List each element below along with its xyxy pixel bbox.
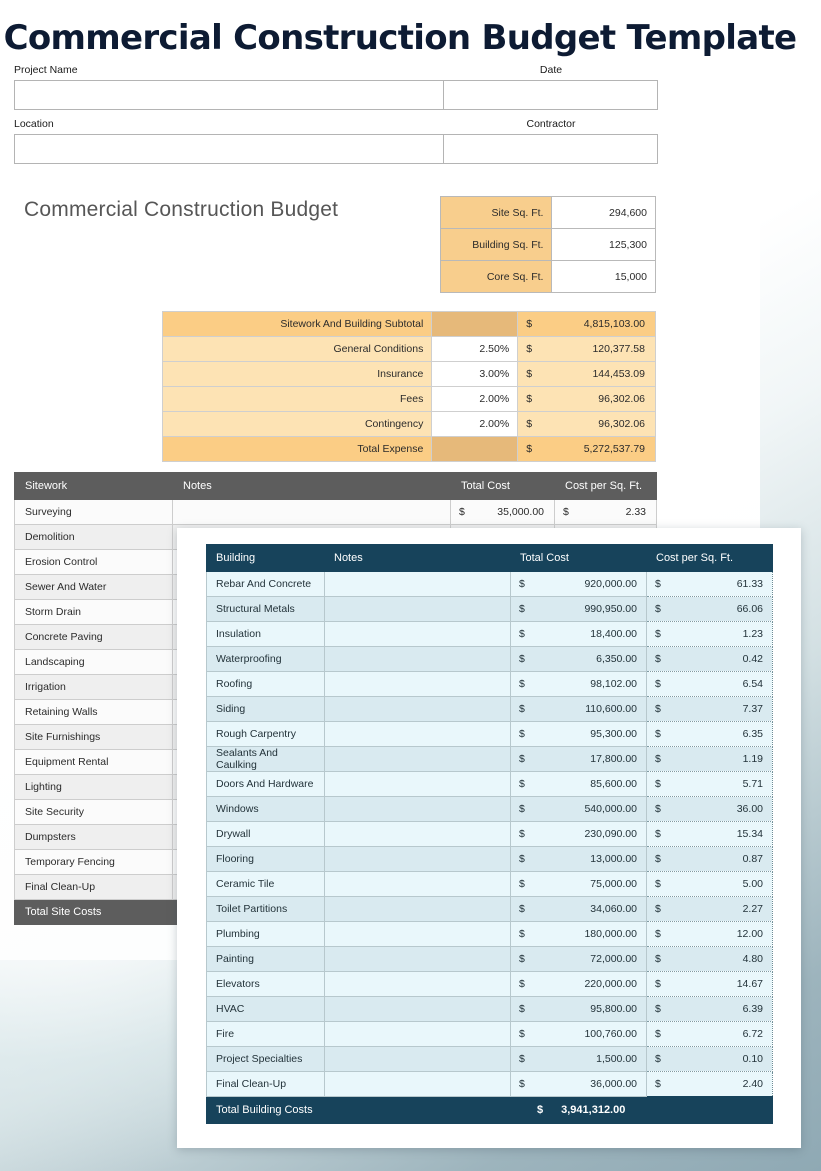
summary-amount-value: 5,272,537.79 [583,443,645,455]
currency-symbol: $ [519,778,525,790]
building-item-total-value: 85,600.00 [590,778,637,790]
building-item-total-value: 98,102.00 [590,678,637,690]
sitework-item-name: Demolition [15,525,173,550]
sqft-row [441,261,656,293]
sitework-item-name: Final Clean-Up [15,875,173,900]
currency-symbol: $ [563,506,569,518]
sqft-value[interactable]: 15,000 [552,261,656,293]
currency-symbol: $ [519,728,525,740]
summary-percent[interactable]: 3.00% [432,362,518,387]
building-item-cpsf-value: 36.00 [736,803,763,815]
currency-symbol: $ [655,1028,661,1040]
sitework-item-total[interactable] [451,500,555,525]
building-item-name: Ceramic Tile [207,872,325,897]
building-item-notes[interactable] [325,1047,511,1072]
building-item-total[interactable] [511,797,647,822]
currency-symbol: $ [519,903,525,915]
sitework-item-name: Retaining Walls [15,700,173,725]
building-item-name: Siding [207,697,325,722]
building-header-row [207,545,773,572]
building-item-cpsf [647,747,773,772]
building-item-total[interactable] [511,1072,647,1097]
currency-symbol: $ [655,903,661,915]
building-item-total-value: 180,000.00 [584,928,637,940]
building-item-notes[interactable] [325,797,511,822]
table-row [207,922,773,947]
sitework-item-name: Erosion Control [15,550,173,575]
building-item-cpsf-value: 2.27 [742,903,763,915]
building-item-total-value: 17,800.00 [590,753,637,765]
building-item-cpsf [647,572,773,597]
currency-symbol: $ [459,506,465,518]
summary-label: Fees [163,387,432,412]
summary-row [163,412,656,437]
building-item-cpsf-value: 2.40 [742,1078,763,1090]
currency-symbol: $ [655,978,661,990]
currency-symbol: $ [526,318,533,330]
building-item-cpsf-value: 5.00 [742,878,763,890]
building-item-total-value: 6,350.00 [596,653,637,665]
table-row [207,872,773,897]
sitework-item-name: Lighting [15,775,173,800]
sitework-item-name: Equipment Rental [15,750,173,775]
building-item-name: Plumbing [207,922,325,947]
building-item-name: Drywall [207,822,325,847]
sitework-item-name: Site Security [15,800,173,825]
building-item-cpsf [647,947,773,972]
table-row [207,647,773,672]
building-total-amount: 3,941,312.00 [561,1104,626,1116]
table-row [207,672,773,697]
building-item-notes[interactable] [325,972,511,997]
sitework-item-name: Concrete Paving [15,625,173,650]
building-item-cpsf [647,997,773,1022]
building-col-total: Total Cost [511,545,647,572]
building-item-total-value: 220,000.00 [584,978,637,990]
building-item-total-value: 990,950.00 [584,603,637,615]
building-item-notes[interactable] [325,997,511,1022]
sitework-item-name: Temporary Fencing [15,850,173,875]
building-item-notes[interactable] [325,872,511,897]
sitework-total-label: Total Site Costs [15,900,173,925]
table-row [207,597,773,622]
building-item-cpsf-value: 4.80 [742,953,763,965]
currency-symbol: $ [519,853,525,865]
currency-symbol: $ [519,628,525,640]
table-row [207,1072,773,1097]
building-total-label: Total Building Costs [207,1097,325,1124]
building-item-cpsf [647,697,773,722]
building-table [206,544,773,1124]
table-row [207,972,773,997]
summary-label: Total Expense [163,437,432,462]
building-item-cpsf-value: 6.54 [742,678,763,690]
building-col-cpsf: Cost per Sq. Ft. [647,545,773,572]
square-footage-table [440,196,656,293]
sitework-item-name: Sewer And Water [15,575,173,600]
currency-symbol: $ [655,653,661,665]
sqft-value[interactable]: 125,300 [552,229,656,261]
building-item-cpsf-value: 0.42 [742,653,763,665]
building-item-notes[interactable] [325,922,511,947]
building-item-cpsf [647,672,773,697]
building-item-cpsf [647,647,773,672]
summary-amount-value: 96,302.06 [598,393,645,405]
sitework-item-name: Dumpsters [15,825,173,850]
table-row [207,622,773,647]
table-row [207,847,773,872]
building-item-notes[interactable] [325,747,511,772]
building-item-cpsf [647,1022,773,1047]
building-item-total[interactable] [511,872,647,897]
building-total-row [207,1097,773,1124]
summary-label: Sitework And Building Subtotal [163,312,432,337]
building-item-total[interactable] [511,747,647,772]
building-item-cpsf-value: 0.87 [742,853,763,865]
summary-amount-value: 96,302.06 [598,418,645,430]
summary-label: Insurance [163,362,432,387]
summary-amount [518,387,656,412]
building-item-total-value: 18,400.00 [590,628,637,640]
building-item-name: Flooring [207,847,325,872]
building-item-total-value: 34,060.00 [590,903,637,915]
building-item-cpsf [647,622,773,647]
building-item-notes[interactable] [325,822,511,847]
building-cost-card [177,528,801,1148]
building-item-notes[interactable] [325,597,511,622]
building-item-total[interactable] [511,672,647,697]
currency-symbol: $ [655,603,661,615]
currency-symbol: $ [655,703,661,715]
sitework-col-notes: Notes [173,473,451,500]
building-item-name: Roofing [207,672,325,697]
building-item-total[interactable] [511,697,647,722]
building-item-cpsf [647,1047,773,1072]
building-item-cpsf-value: 6.39 [742,1003,763,1015]
building-col-name: Building [207,545,325,572]
currency-symbol: $ [519,578,525,590]
summary-row [163,362,656,387]
sqft-label: Core Sq. Ft. [441,261,552,293]
currency-symbol: $ [655,878,661,890]
currency-symbol: $ [655,953,661,965]
currency-symbol: $ [519,653,525,665]
building-item-notes[interactable] [325,897,511,922]
project-name-label: Project Name [14,64,78,76]
building-item-name: Final Clean-Up [207,1072,325,1097]
building-item-total-value: 36,000.00 [590,1078,637,1090]
currency-symbol: $ [655,753,661,765]
currency-symbol: $ [526,393,533,405]
currency-symbol: $ [655,778,661,790]
currency-symbol: $ [519,803,525,815]
sqft-row [441,229,656,261]
building-item-name: Doors And Hardware [207,772,325,797]
building-item-cpsf-value: 6.72 [742,1028,763,1040]
currency-symbol: $ [655,678,661,690]
contractor-label: Contractor [526,118,576,130]
building-item-total-value: 1,500.00 [596,1053,637,1065]
building-item-name: Rebar And Concrete [207,572,325,597]
summary-row [163,337,656,362]
building-item-total[interactable] [511,1022,647,1047]
currency-symbol: $ [519,1078,525,1090]
building-item-notes[interactable] [325,647,511,672]
currency-symbol: $ [655,1078,661,1090]
building-item-total-value: 95,800.00 [590,1003,637,1015]
building-item-cpsf-value: 6.35 [742,728,763,740]
building-item-notes[interactable] [325,1072,511,1097]
summary-amount-value: 4,815,103.00 [583,318,645,330]
building-item-total[interactable] [511,847,647,872]
currency-symbol: $ [526,368,533,380]
building-total-cpsf-spacer [647,1097,773,1124]
sitework-header-row [15,473,657,500]
building-item-cpsf [647,847,773,872]
summary-amount [518,412,656,437]
building-item-total-value: 110,600.00 [585,703,637,715]
building-item-total-value: 540,000.00 [584,803,637,815]
building-item-cpsf [647,897,773,922]
building-total-notes-spacer [325,1097,511,1124]
currency-symbol: $ [537,1104,544,1116]
currency-symbol: $ [519,953,525,965]
sitework-item-cpsf [555,500,657,525]
sqft-label: Building Sq. Ft. [441,229,552,261]
summary-label: General Conditions [163,337,432,362]
date-field[interactable] [444,80,658,110]
table-row [207,747,773,772]
building-item-name: Project Specialties [207,1047,325,1072]
currency-symbol: $ [655,828,661,840]
sitework-item-total-value: 35,000.00 [497,506,544,518]
building-total-value [511,1097,647,1124]
sqft-row [441,197,656,229]
summary-percent[interactable]: 2.00% [432,412,518,437]
section-heading: Commercial Construction Budget [24,198,339,221]
form-row-project [14,64,658,110]
sitework-item-cpsf-value: 2.33 [625,506,646,518]
building-item-cpsf [647,822,773,847]
building-item-total[interactable] [511,647,647,672]
currency-symbol: $ [519,703,525,715]
building-item-total[interactable] [511,897,647,922]
summary-row [163,312,656,337]
sitework-col-cpsf: Cost per Sq. Ft. [555,473,657,500]
building-item-total-value: 13,000.00 [590,853,637,865]
table-row [207,822,773,847]
summary-amount-value: 144,453.09 [592,368,645,380]
building-item-notes[interactable] [325,1022,511,1047]
building-item-notes[interactable] [325,622,511,647]
building-item-total-value: 230,090.00 [584,828,637,840]
currency-symbol: $ [655,578,661,590]
form-row-location [14,118,658,164]
building-item-notes[interactable] [325,722,511,747]
summary-row [163,437,656,462]
building-item-cpsf [647,772,773,797]
currency-symbol: $ [519,878,525,890]
building-item-cpsf-value: 5.71 [742,778,763,790]
building-item-cpsf-value: 15.34 [736,828,763,840]
form-spacer [14,110,658,118]
budget-summary-table [162,311,656,462]
building-item-total-value: 95,300.00 [590,728,637,740]
building-item-cpsf [647,872,773,897]
sqft-label: Site Sq. Ft. [441,197,552,229]
table-row [207,1022,773,1047]
building-item-notes[interactable] [325,947,511,972]
building-item-cpsf [647,797,773,822]
building-item-name: Insulation [207,622,325,647]
building-item-total[interactable] [511,997,647,1022]
sqft-value[interactable]: 294,600 [552,197,656,229]
building-item-total[interactable] [511,947,647,972]
summary-amount-value: 120,377.58 [592,343,645,355]
building-item-total-value: 75,000.00 [590,878,637,890]
summary-percent[interactable]: 2.00% [432,387,518,412]
building-item-cpsf [647,922,773,947]
sitework-item-name: Landscaping [15,650,173,675]
building-item-cpsf-value: 66.06 [736,603,763,615]
building-item-notes[interactable] [325,772,511,797]
currency-symbol: $ [519,1003,525,1015]
sitework-col-name: Sitework [15,473,173,500]
building-item-total[interactable] [511,622,647,647]
building-item-notes[interactable] [325,697,511,722]
building-item-cpsf-value: 0.10 [742,1053,763,1065]
building-item-name: Elevators [207,972,325,997]
building-item-cpsf [647,597,773,622]
building-item-cpsf-value: 61.33 [736,578,763,590]
table-row [15,500,657,525]
sitework-item-name: Storm Drain [15,600,173,625]
table-row [207,797,773,822]
building-item-name: Sealants And Caulking [207,747,325,772]
building-item-name: Fire [207,1022,325,1047]
building-item-name: Painting [207,947,325,972]
sitework-item-name: Site Furnishings [15,725,173,750]
summary-row [163,387,656,412]
table-row [207,947,773,972]
summary-label: Contingency [163,412,432,437]
building-item-cpsf [647,1072,773,1097]
building-item-name: Windows [207,797,325,822]
building-item-cpsf-value: 1.23 [742,628,763,640]
building-item-total[interactable] [511,597,647,622]
page-title: Commercial Construction Budget Template [3,18,797,58]
building-item-name: Toilet Partitions [207,897,325,922]
building-item-name: HVAC [207,997,325,1022]
building-item-cpsf-value: 1.19 [742,753,763,765]
sitework-item-name: Irrigation [15,675,173,700]
building-item-total[interactable] [511,572,647,597]
currency-symbol: $ [655,1003,661,1015]
summary-amount [518,362,656,387]
table-row [207,897,773,922]
building-item-notes[interactable] [325,672,511,697]
building-item-cpsf-value: 14.67 [736,978,763,990]
building-item-cpsf-value: 7.37 [742,703,763,715]
summary-amount [518,337,656,362]
currency-symbol: $ [519,678,525,690]
building-item-notes[interactable] [325,847,511,872]
table-row [207,772,773,797]
summary-amount [518,312,656,337]
currency-symbol: $ [519,978,525,990]
building-item-total[interactable] [511,972,647,997]
currency-symbol: $ [519,1053,525,1065]
summary-percent[interactable] [432,437,518,462]
building-item-total[interactable] [511,1047,647,1072]
contractor-field[interactable] [444,134,658,164]
building-item-total-value: 100,760.00 [584,1028,637,1040]
project-name-field[interactable] [14,80,444,110]
building-item-cpsf-value: 12.00 [736,928,763,940]
building-item-total[interactable] [511,722,647,747]
date-label: Date [539,64,563,76]
table-row [207,572,773,597]
summary-percent[interactable]: 2.50% [432,337,518,362]
building-item-name: Structural Metals [207,597,325,622]
currency-symbol: $ [526,418,533,430]
currency-symbol: $ [519,1028,525,1040]
sitework-col-total: Total Cost [451,473,555,500]
sitework-item-name: Surveying [15,500,173,525]
table-row [207,722,773,747]
building-item-total[interactable] [511,922,647,947]
currency-symbol: $ [655,628,661,640]
currency-symbol: $ [655,853,661,865]
summary-amount [518,437,656,462]
building-item-cpsf [647,722,773,747]
project-info-form [14,64,658,164]
location-field[interactable] [14,134,444,164]
building-item-cpsf [647,972,773,997]
currency-symbol: $ [526,343,533,355]
table-row [207,1047,773,1072]
building-item-total-value: 72,000.00 [590,953,637,965]
building-item-name: Waterproofing [207,647,325,672]
currency-symbol: $ [519,753,525,765]
currency-symbol: $ [655,728,661,740]
sitework-item-notes[interactable] [173,500,451,525]
building-item-total[interactable] [511,822,647,847]
currency-symbol: $ [519,828,525,840]
currency-symbol: $ [526,443,533,455]
location-label: Location [14,118,54,130]
building-item-notes[interactable] [325,572,511,597]
building-col-notes: Notes [325,545,511,572]
table-row [207,997,773,1022]
currency-symbol: $ [655,928,661,940]
table-row [207,697,773,722]
summary-percent[interactable] [432,312,518,337]
currency-symbol: $ [519,603,525,615]
building-item-name: Rough Carpentry [207,722,325,747]
currency-symbol: $ [519,928,525,940]
currency-symbol: $ [655,1053,661,1065]
building-item-total-value: 920,000.00 [584,578,637,590]
currency-symbol: $ [655,803,661,815]
building-item-total[interactable] [511,772,647,797]
